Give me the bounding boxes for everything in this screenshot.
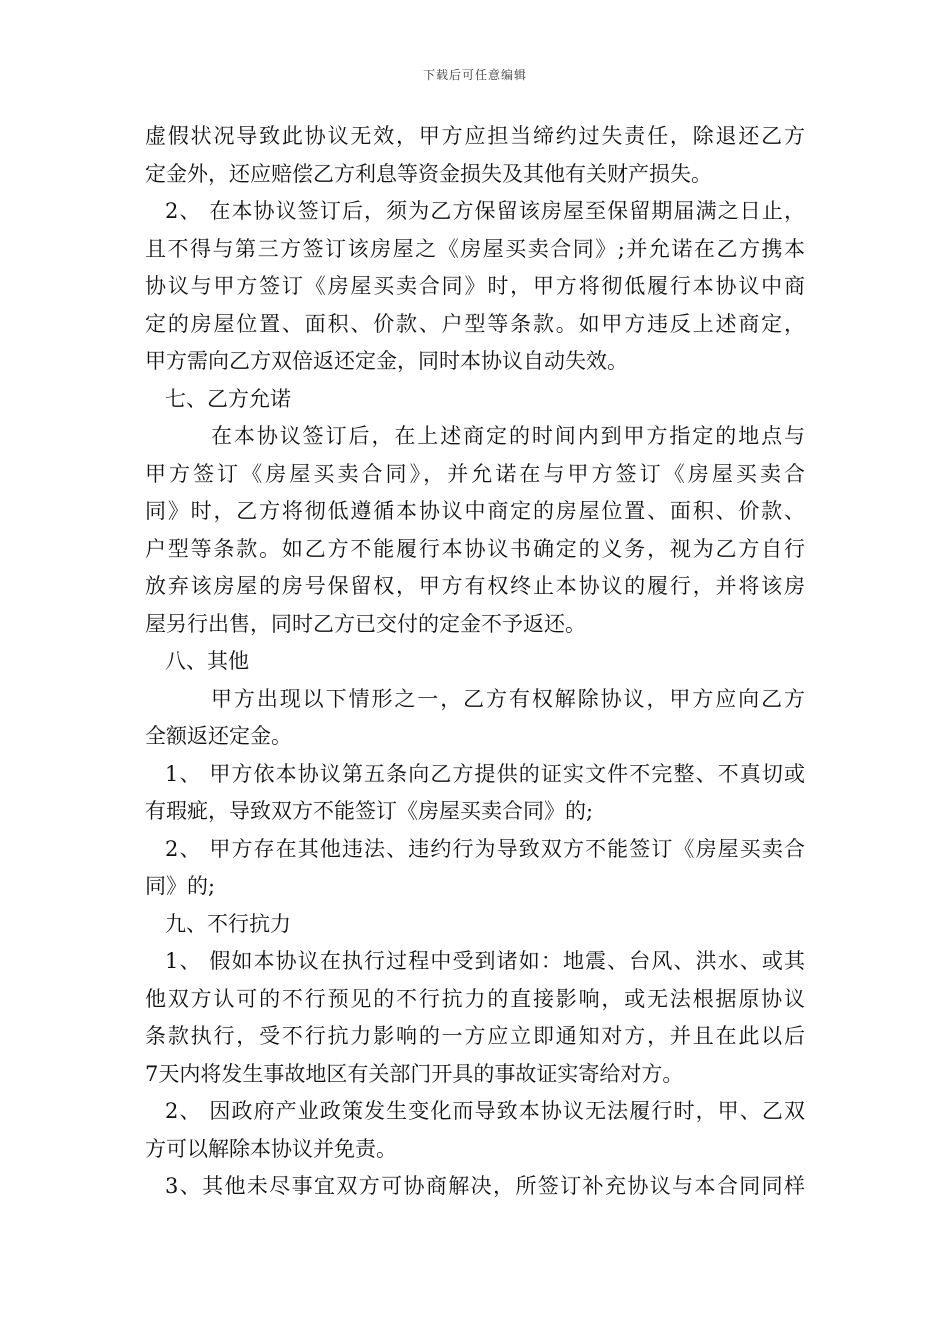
text-line: 定的房屋位置、面积、价款、户型等条款。如甲方违反上述商定， bbox=[145, 311, 805, 336]
clause-item: 2、 在本协议签订后，须为乙方保留该房屋至保留期届满之日止， bbox=[165, 199, 805, 223]
text-line: 同》时，乙方将彻低遵循本协议中商定的房屋位置、面积、价款、 bbox=[145, 499, 805, 523]
text-line: 甲方需向乙方双倍返还定金，同时本协议自动失效。 bbox=[145, 349, 628, 373]
text-line: 有瑕疵，导致双方不能签订《房屋买卖合同》的; bbox=[145, 799, 594, 823]
section-heading: 九、不行抗力 bbox=[165, 911, 291, 936]
text-line: 放弃该房屋的房号保留权，甲方有权终止本协议的履行，并将该房 bbox=[145, 574, 805, 598]
text-line: 他双方认可的不行预见的不行抗力的直接影响，或无法根据原协议 bbox=[145, 986, 805, 1011]
paragraph-start: 甲方出现以下情形之一，乙方有权解除协议，甲方应向乙方 bbox=[211, 686, 805, 711]
text-line: 全额返还定金。 bbox=[145, 724, 292, 748]
paragraph-start: 在本协议签订后，在上述商定的时间内到甲方指定的地点与 bbox=[211, 424, 805, 448]
text-line: 协议与甲方签订《房屋买卖合同》时，甲方将彻低履行本协议中商 bbox=[145, 274, 805, 298]
clause-item: 3、其他未尽事宜双方可协商解决，所签订补充协议与本合同同样 bbox=[165, 1174, 805, 1198]
clause-item: 1、 甲方依本协议第五条向乙方提供的证实文件不完整、不真切或 bbox=[165, 761, 805, 786]
section-heading: 八、其他 bbox=[165, 649, 249, 673]
text-line: 定金外，还应赔偿乙方利息等资金损失及其他有关财产损失。 bbox=[145, 161, 712, 186]
text-line: 屋另行出售，同时乙方已交付的定金不予返还。 bbox=[145, 611, 586, 636]
text-line: 甲方签订《房屋买卖合同》，并允诺在与甲方签订《房屋买卖合 bbox=[145, 461, 805, 486]
clause-item: 2、 因政府产业政策发生变化而导致本协议无法履行时，甲、乙双 bbox=[165, 1099, 805, 1123]
section-heading: 七、乙方允诺 bbox=[165, 386, 291, 411]
text-line: 7天内将发生事故地区有关部门开具的事故证实寄给对方。 bbox=[145, 1061, 684, 1086]
text-line: 虚假状况导致此协议无效，甲方应担当缔约过失责任，除退还乙方 bbox=[145, 124, 805, 148]
text-line: 条款执行，受不行抗力影响的一方应立即通知对方，并且在此以后 bbox=[145, 1024, 805, 1048]
text-line: 且不得与第三方签订该房屋之《房屋买卖合同》;并允诺在乙方携本 bbox=[145, 236, 805, 261]
text-line: 方可以解除本协议并免责。 bbox=[145, 1136, 397, 1161]
text-line: 户型等条款。如乙方不能履行本协议书确定的义务，视为乙方自行 bbox=[145, 536, 805, 561]
document-body bbox=[145, 118, 805, 1206]
header-note: 下载后可任意编辑 bbox=[422, 68, 527, 82]
text-line: 同》的; bbox=[145, 874, 216, 898]
clause-item: 2、 甲方存在其他违法、违约行为导致双方不能签订《房屋买卖合 bbox=[165, 836, 805, 861]
clause-item: 1、 假如本协议在执行过程中受到诸如：地震、台风、洪水、或其 bbox=[165, 949, 805, 973]
